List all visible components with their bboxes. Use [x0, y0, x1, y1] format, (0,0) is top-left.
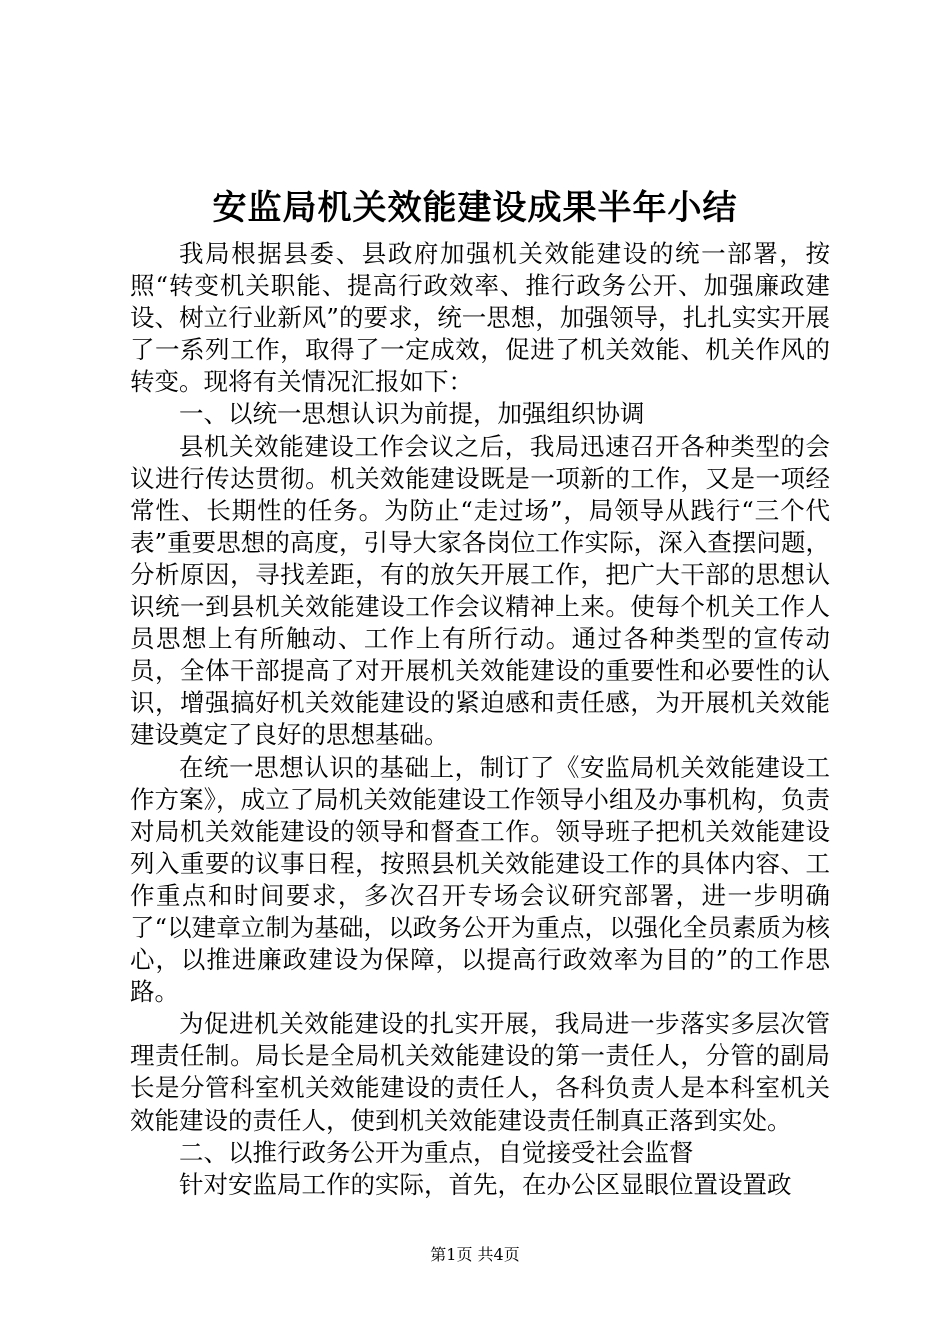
page-footer: 第1页 共4页 — [430, 1245, 520, 1264]
paragraph-section1-a: 县机关效能建设工作会议之后，我局迅速召开各种类型的会议进行传达贯彻。机关效能建设既是一项新的工作，又是一项经常性、长期性的任务。为防止“走过场”，局领导从践行“三个代表”重要思想的高度，引导大家各岗位工作实际，深入查摆问题，分析原因，寻找差距，有的放矢开展工作，把广大干部的思想认识统一到县机关效能建设工作会议精神上来。使每个机关工作人员思想上有所触动、工作上有所行动。通过各种类型的宣传动员，全体干部提高了对开展机关效能建设的重要性和必要性的认识，增强搞好机关效能建设的紧迫感和责任感，为开展机关效能建设奠定了良好的思想基础。 — [130, 431, 830, 750]
paragraph-intro: 我局根据县委、县政府加强机关效能建设的统一部署，按照“转变机关职能、提高行政效率、推行政务公开、加强廉政建设、树立行业新风”的要求，统一思想，加强领导，扎扎实实开展了一系列工作，取得了一定成效，促进了机关效能、机关作风的转变。现将有关情况汇报如下： — [130, 239, 830, 397]
section-heading-1: 一、以统一思想认识为前提，加强组织协调 — [179, 399, 645, 429]
paragraph-section2-a: 针对安监局工作的实际，首先，在办公区显眼位置设置政 — [179, 1169, 792, 1199]
document-body — [130, 238, 830, 1201]
paragraph-section1-b: 在统一思想认识的基础上，制订了《安监局机关效能建设工作方案》，成立了局机关效能建设工作领导小组及办事机构，负责对局机关效能建设的领导和督查工作。领导班子把机关效能建设列入重要的议事日程，按照县机关效能建设工作的具体内容、工作重点和时间要求，多次召开专场会议研究部署，进一步明确了“以建章立制为基础，以政务公开为重点，以强化全员素质为核心，以推进廉政建设为保障，以提高行政效率为目的”的工作思路。 — [130, 752, 830, 1007]
paragraph-section1-c: 为促进机关效能建设的扎实开展，我局进一步落实多层次管理责任制。局长是全局机关效能建设的第一责任人，分管的副局长是分管科室机关效能建设的责任人，各科负责人是本科室机关效能建设的责任人，使到机关效能建设责任制真正落到实处。 — [130, 1009, 830, 1135]
section-heading-2: 二、以推行政务公开为重点，自觉接受社会监督 — [179, 1137, 694, 1167]
document-title: 安监局机关效能建设成果半年小结 — [212, 188, 738, 228]
